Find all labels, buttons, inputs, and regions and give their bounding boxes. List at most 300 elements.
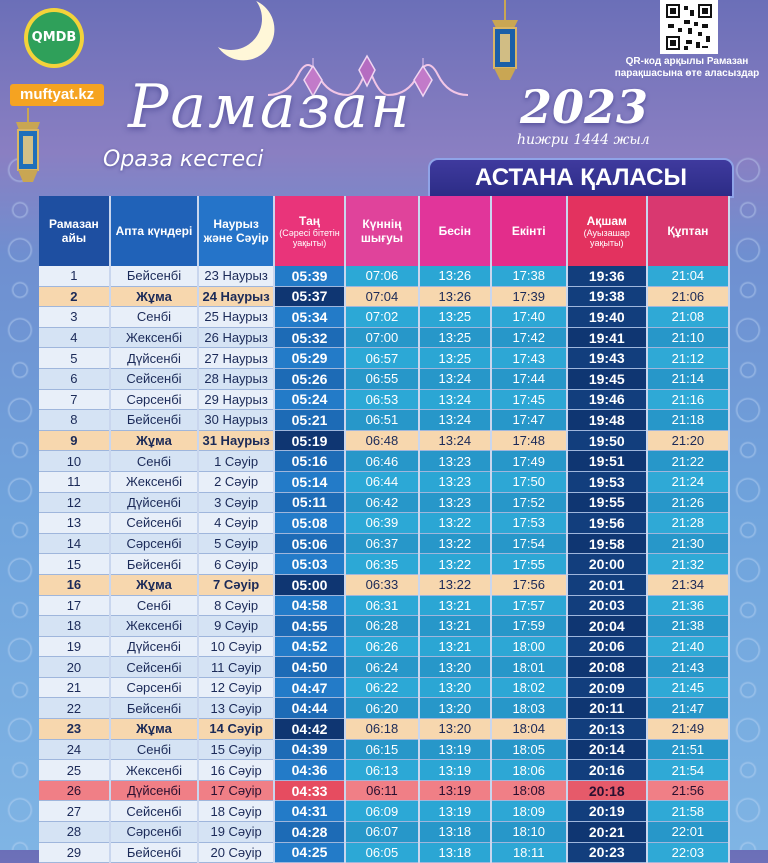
cell-asr-time: 18:10 [491, 822, 567, 843]
cell-date: 23 Наурыз [198, 266, 274, 286]
cell-isha-time: 21:26 [647, 492, 729, 513]
cell-day-number: 27 [39, 801, 110, 822]
cell-date: 28 Наурыз [198, 368, 274, 389]
cell-date: 7 Сәуір [198, 574, 274, 595]
cell-asr-time: 17:44 [491, 368, 567, 389]
cell-fajr-time: 04:50 [274, 657, 345, 678]
cell-maghrib-time: 20:04 [567, 616, 647, 637]
cell-dhuhr-time: 13:20 [419, 677, 491, 698]
cell-date: 11 Сәуір [198, 657, 274, 678]
table-row [39, 286, 729, 307]
cell-day-number: 5 [39, 348, 110, 369]
crescent-moon-icon [195, 0, 267, 55]
table-row [39, 327, 729, 348]
cell-maghrib-time: 19:55 [567, 492, 647, 513]
cell-weekday: Сенбі [110, 739, 198, 760]
cell-asr-time: 18:11 [491, 842, 567, 863]
cell-sunrise-time: 06:44 [345, 471, 419, 492]
cell-sunrise-time: 06:31 [345, 595, 419, 616]
cell-date: 4 Сәуір [198, 513, 274, 534]
cell-fajr-time: 05:34 [274, 307, 345, 328]
cell-maghrib-time: 20:19 [567, 801, 647, 822]
cell-isha-time: 21:30 [647, 533, 729, 554]
table-row [39, 760, 729, 781]
cell-sunrise-time: 06:57 [345, 348, 419, 369]
cell-isha-time: 21:47 [647, 698, 729, 719]
cell-date: 18 Сәуір [198, 801, 274, 822]
cell-dhuhr-time: 13:23 [419, 451, 491, 472]
cell-dhuhr-time: 13:24 [419, 368, 491, 389]
cell-isha-time: 21:38 [647, 616, 729, 637]
cell-isha-time: 21:56 [647, 780, 729, 801]
table-row [39, 348, 729, 369]
cell-asr-time: 17:48 [491, 430, 567, 451]
qr-caption: QR-код арқылы Рамазан парақшасына өте аласыздар [614, 56, 760, 79]
cell-maghrib-time: 20:09 [567, 677, 647, 698]
table-row [39, 513, 729, 534]
table-row [39, 451, 729, 472]
cell-fajr-time: 05:08 [274, 513, 345, 534]
cell-sunrise-time: 06:37 [345, 533, 419, 554]
cell-maghrib-time: 19:43 [567, 348, 647, 369]
cell-sunrise-time: 06:53 [345, 389, 419, 410]
cell-weekday: Дүйсенбі [110, 348, 198, 369]
cell-dhuhr-time: 13:23 [419, 471, 491, 492]
column-header-asr: Екінті [491, 196, 567, 266]
cell-asr-time: 17:57 [491, 595, 567, 616]
cell-sunrise-time: 06:39 [345, 513, 419, 534]
cell-weekday: Дүйсенбі [110, 492, 198, 513]
cell-date: 30 Наурыз [198, 410, 274, 431]
cell-isha-time: 21:24 [647, 471, 729, 492]
cell-sunrise-time: 06:22 [345, 677, 419, 698]
table-row [39, 822, 729, 843]
table-row [39, 430, 729, 451]
cell-date: 12 Сәуір [198, 677, 274, 698]
cell-date: 31 Наурыз [198, 430, 274, 451]
cell-dhuhr-time: 13:21 [419, 595, 491, 616]
cell-asr-time: 17:54 [491, 533, 567, 554]
cell-fajr-time: 05:29 [274, 348, 345, 369]
table-row [39, 719, 729, 740]
cell-dhuhr-time: 13:24 [419, 430, 491, 451]
cell-day-number: 2 [39, 286, 110, 307]
cell-day-number: 4 [39, 327, 110, 348]
cell-isha-time: 21:58 [647, 801, 729, 822]
cell-date: 9 Сәуір [198, 616, 274, 637]
cell-dhuhr-time: 13:22 [419, 513, 491, 534]
cell-dhuhr-time: 13:22 [419, 533, 491, 554]
cell-maghrib-time: 19:46 [567, 389, 647, 410]
cell-sunrise-time: 07:06 [345, 266, 419, 286]
table-row [39, 368, 729, 389]
column-header-isha: Құптан [647, 196, 729, 266]
cell-sunrise-time: 07:02 [345, 307, 419, 328]
cell-day-number: 7 [39, 389, 110, 410]
cell-sunrise-time: 06:35 [345, 554, 419, 575]
cell-date: 5 Сәуір [198, 533, 274, 554]
table-row [39, 266, 729, 286]
cell-date: 10 Сәуір [198, 636, 274, 657]
cell-asr-time: 18:08 [491, 780, 567, 801]
hanging-lantern-icon [480, 0, 530, 90]
cell-isha-time: 21:54 [647, 760, 729, 781]
cell-asr-time: 18:00 [491, 636, 567, 657]
cell-sunrise-time: 06:09 [345, 801, 419, 822]
cell-dhuhr-time: 13:21 [419, 616, 491, 637]
cell-day-number: 8 [39, 410, 110, 431]
cell-weekday: Сәрсенбі [110, 533, 198, 554]
table-row [39, 533, 729, 554]
cell-date: 29 Наурыз [198, 389, 274, 410]
cell-isha-time: 21:10 [647, 327, 729, 348]
cell-isha-time: 21:06 [647, 286, 729, 307]
cell-day-number: 16 [39, 574, 110, 595]
site-link[interactable]: muftyat.kz [10, 84, 104, 106]
cell-date: 17 Сәуір [198, 780, 274, 801]
cell-date: 15 Сәуір [198, 739, 274, 760]
cell-isha-time: 21:51 [647, 739, 729, 760]
cell-fajr-time: 04:42 [274, 719, 345, 740]
cell-fajr-time: 05:06 [274, 533, 345, 554]
cell-day-number: 28 [39, 822, 110, 843]
cell-maghrib-time: 19:41 [567, 327, 647, 348]
cell-isha-time: 21:36 [647, 595, 729, 616]
cell-date: 20 Сәуір [198, 842, 274, 863]
cell-dhuhr-time: 13:20 [419, 657, 491, 678]
cell-isha-time: 21:04 [647, 266, 729, 286]
cell-isha-time: 21:12 [647, 348, 729, 369]
cell-sunrise-time: 06:46 [345, 451, 419, 472]
cell-isha-time: 21:16 [647, 389, 729, 410]
table-row [39, 410, 729, 431]
cell-maghrib-time: 20:11 [567, 698, 647, 719]
cell-asr-time: 18:01 [491, 657, 567, 678]
cell-weekday: Сенбі [110, 595, 198, 616]
cell-fajr-time: 05:32 [274, 327, 345, 348]
cell-fajr-time: 04:25 [274, 842, 345, 863]
cell-fajr-time: 05:16 [274, 451, 345, 472]
cell-dhuhr-time: 13:18 [419, 822, 491, 843]
cell-weekday: Бейсенбі [110, 410, 198, 431]
cell-maghrib-time: 19:56 [567, 513, 647, 534]
cell-asr-time: 17:52 [491, 492, 567, 513]
cell-weekday: Бейсенбі [110, 266, 198, 286]
cell-weekday: Жұма [110, 574, 198, 595]
cell-weekday: Жексенбі [110, 471, 198, 492]
cell-dhuhr-time: 13:20 [419, 698, 491, 719]
cell-asr-time: 17:38 [491, 266, 567, 286]
cell-dhuhr-time: 13:19 [419, 760, 491, 781]
cell-day-number: 17 [39, 595, 110, 616]
cell-date: 3 Сәуір [198, 492, 274, 513]
cell-maghrib-time: 20:06 [567, 636, 647, 657]
cell-asr-time: 17:45 [491, 389, 567, 410]
table-row [39, 801, 729, 822]
cell-asr-time: 17:43 [491, 348, 567, 369]
table-row [39, 389, 729, 410]
cell-maghrib-time: 20:00 [567, 554, 647, 575]
cell-asr-time: 17:40 [491, 307, 567, 328]
page-subtitle: Ораза кестесі [103, 147, 264, 172]
table-row [39, 595, 729, 616]
cell-asr-time: 17:39 [491, 286, 567, 307]
cell-date: 27 Наурыз [198, 348, 274, 369]
cell-fajr-time: 04:47 [274, 677, 345, 698]
cell-asr-time: 17:53 [491, 513, 567, 534]
cell-fajr-time: 04:44 [274, 698, 345, 719]
table-row [39, 636, 729, 657]
hijri-year-label: һижри 1444 жыл [517, 132, 650, 148]
table-row [39, 554, 729, 575]
cell-sunrise-time: 06:15 [345, 739, 419, 760]
cell-weekday: Сәрсенбі [110, 677, 198, 698]
cell-date: 19 Сәуір [198, 822, 274, 843]
cell-date: 26 Наурыз [198, 327, 274, 348]
cell-date: 1 Сәуір [198, 451, 274, 472]
cell-dhuhr-time: 13:19 [419, 801, 491, 822]
cell-asr-time: 17:55 [491, 554, 567, 575]
cell-isha-time: 21:40 [647, 636, 729, 657]
cell-day-number: 3 [39, 307, 110, 328]
cell-isha-time: 21:18 [647, 410, 729, 431]
cell-isha-time: 21:45 [647, 677, 729, 698]
cell-dhuhr-time: 13:23 [419, 492, 491, 513]
column-header-dhuhr: Бесін [419, 196, 491, 266]
cell-weekday: Жексенбі [110, 327, 198, 348]
cell-fajr-time: 04:36 [274, 760, 345, 781]
cell-weekday: Сенбі [110, 307, 198, 328]
cell-sunrise-time: 07:04 [345, 286, 419, 307]
cell-maghrib-time: 19:51 [567, 451, 647, 472]
table-header-row [39, 196, 729, 266]
cell-dhuhr-time: 13:24 [419, 389, 491, 410]
cell-dhuhr-time: 13:25 [419, 348, 491, 369]
cell-dhuhr-time: 13:25 [419, 327, 491, 348]
cell-weekday: Сенбі [110, 451, 198, 472]
cell-dhuhr-time: 13:25 [419, 307, 491, 328]
cell-asr-time: 17:42 [491, 327, 567, 348]
cell-fajr-time: 04:58 [274, 595, 345, 616]
cell-dhuhr-time: 13:21 [419, 636, 491, 657]
table-row [39, 616, 729, 637]
table-row [39, 657, 729, 678]
cell-fajr-time: 05:00 [274, 574, 345, 595]
cell-fajr-time: 05:26 [274, 368, 345, 389]
year-label: 2023 [520, 80, 649, 134]
right-ornament [728, 150, 768, 850]
cell-isha-time: 21:08 [647, 307, 729, 328]
cell-date: 25 Наурыз [198, 307, 274, 328]
cell-day-number: 23 [39, 719, 110, 740]
cell-maghrib-time: 19:38 [567, 286, 647, 307]
cell-asr-time: 18:06 [491, 760, 567, 781]
cell-weekday: Дүйсенбі [110, 780, 198, 801]
cell-day-number: 9 [39, 430, 110, 451]
cell-day-number: 11 [39, 471, 110, 492]
cell-weekday: Бейсенбі [110, 698, 198, 719]
city-title: АСТАНА ҚАЛАСЫ [428, 158, 734, 198]
column-header-date: Наурыз және Сәуір [198, 196, 274, 266]
left-ornament [0, 150, 40, 850]
cell-maghrib-time: 19:50 [567, 430, 647, 451]
cell-weekday: Сәрсенбі [110, 389, 198, 410]
cell-maghrib-time: 20:16 [567, 760, 647, 781]
cell-weekday: Сейсенбі [110, 368, 198, 389]
cell-fajr-time: 04:52 [274, 636, 345, 657]
cell-day-number: 18 [39, 616, 110, 637]
logo-text: QMDB [28, 12, 80, 64]
cell-sunrise-time: 07:00 [345, 327, 419, 348]
cell-weekday: Жексенбі [110, 616, 198, 637]
cell-sunrise-time: 06:11 [345, 780, 419, 801]
cell-sunrise-time: 06:13 [345, 760, 419, 781]
cell-asr-time: 18:03 [491, 698, 567, 719]
cell-sunrise-time: 06:18 [345, 719, 419, 740]
cell-weekday: Сейсенбі [110, 801, 198, 822]
column-header-weekday: Апта күндері [110, 196, 198, 266]
cell-asr-time: 18:09 [491, 801, 567, 822]
cell-weekday: Сейсенбі [110, 513, 198, 534]
cell-isha-time: 22:01 [647, 822, 729, 843]
table-row [39, 698, 729, 719]
cell-maghrib-time: 20:03 [567, 595, 647, 616]
cell-maghrib-time: 20:14 [567, 739, 647, 760]
cell-isha-time: 21:22 [647, 451, 729, 472]
cell-maghrib-time: 19:40 [567, 307, 647, 328]
cell-dhuhr-time: 13:18 [419, 842, 491, 863]
table-row [39, 739, 729, 760]
cell-fajr-time: 05:11 [274, 492, 345, 513]
cell-maghrib-time: 20:01 [567, 574, 647, 595]
table-row [39, 307, 729, 328]
cell-maghrib-time: 19:53 [567, 471, 647, 492]
cell-maghrib-time: 20:21 [567, 822, 647, 843]
table-body [39, 266, 729, 863]
cell-date: 16 Сәуір [198, 760, 274, 781]
cell-date: 13 Сәуір [198, 698, 274, 719]
cell-sunrise-time: 06:55 [345, 368, 419, 389]
cell-sunrise-time: 06:42 [345, 492, 419, 513]
cell-dhuhr-time: 13:24 [419, 410, 491, 431]
cell-sunrise-time: 06:51 [345, 410, 419, 431]
cell-asr-time: 17:59 [491, 616, 567, 637]
cell-weekday: Дүйсенбі [110, 636, 198, 657]
table-row [39, 842, 729, 863]
cell-isha-time: 21:20 [647, 430, 729, 451]
ramadan-schedule-table [39, 196, 730, 863]
lantern-icon [410, 58, 436, 98]
cell-sunrise-time: 06:26 [345, 636, 419, 657]
column-header-maghrib: Ақшам (Ауызашар уақыты) [567, 196, 647, 266]
cell-weekday: Жексенбі [110, 760, 198, 781]
cell-sunrise-time: 06:48 [345, 430, 419, 451]
cell-fajr-time: 05:21 [274, 410, 345, 431]
cell-maghrib-time: 20:23 [567, 842, 647, 863]
cell-weekday: Сейсенбі [110, 657, 198, 678]
cell-fajr-time: 05:39 [274, 266, 345, 286]
cell-day-number: 20 [39, 657, 110, 678]
cell-fajr-time: 05:19 [274, 430, 345, 451]
table-row [39, 677, 729, 698]
cell-asr-time: 17:49 [491, 451, 567, 472]
lantern-icon [8, 108, 48, 192]
cell-asr-time: 17:47 [491, 410, 567, 431]
cell-fajr-time: 04:28 [274, 822, 345, 843]
cell-fajr-time: 05:37 [274, 286, 345, 307]
cell-maghrib-time: 19:48 [567, 410, 647, 431]
cell-weekday: Жұма [110, 719, 198, 740]
cell-maghrib-time: 19:45 [567, 368, 647, 389]
cell-weekday: Жұма [110, 286, 198, 307]
cell-dhuhr-time: 13:20 [419, 719, 491, 740]
muftyat-logo [24, 8, 84, 68]
column-header-fajr: Таң (Сәресі бітетін уақыты) [274, 196, 345, 266]
cell-day-number: 1 [39, 266, 110, 286]
cell-day-number: 12 [39, 492, 110, 513]
cell-day-number: 10 [39, 451, 110, 472]
cell-asr-time: 18:04 [491, 719, 567, 740]
cell-sunrise-time: 06:28 [345, 616, 419, 637]
cell-asr-time: 18:02 [491, 677, 567, 698]
cell-dhuhr-time: 13:22 [419, 574, 491, 595]
cell-weekday: Бейсенбі [110, 842, 198, 863]
cell-day-number: 26 [39, 780, 110, 801]
cell-maghrib-time: 19:36 [567, 266, 647, 286]
table-row [39, 574, 729, 595]
cell-day-number: 19 [39, 636, 110, 657]
cell-maghrib-time: 20:13 [567, 719, 647, 740]
cell-sunrise-time: 06:24 [345, 657, 419, 678]
cell-sunrise-time: 06:33 [345, 574, 419, 595]
cell-date: 24 Наурыз [198, 286, 274, 307]
cell-day-number: 15 [39, 554, 110, 575]
cell-sunrise-time: 06:07 [345, 822, 419, 843]
cell-date: 8 Сәуір [198, 595, 274, 616]
cell-day-number: 14 [39, 533, 110, 554]
cell-dhuhr-time: 13:22 [419, 554, 491, 575]
qr-code-icon[interactable] [660, 0, 718, 54]
cell-maghrib-time: 19:58 [567, 533, 647, 554]
cell-dhuhr-time: 13:26 [419, 266, 491, 286]
cell-fajr-time: 05:03 [274, 554, 345, 575]
cell-weekday: Сәрсенбі [110, 822, 198, 843]
cell-fajr-time: 04:55 [274, 616, 345, 637]
cell-maghrib-time: 20:08 [567, 657, 647, 678]
column-header-day-number: Рамазан айы [39, 196, 110, 266]
cell-fajr-time: 04:39 [274, 739, 345, 760]
cell-weekday: Бейсенбі [110, 554, 198, 575]
cell-weekday: Жұма [110, 430, 198, 451]
cell-sunrise-time: 06:05 [345, 842, 419, 863]
cell-day-number: 21 [39, 677, 110, 698]
cell-asr-time: 17:56 [491, 574, 567, 595]
cell-day-number: 22 [39, 698, 110, 719]
page-title: Рамазан [128, 72, 412, 142]
cell-fajr-time: 04:31 [274, 801, 345, 822]
cell-isha-time: 21:34 [647, 574, 729, 595]
table-row [39, 492, 729, 513]
cell-isha-time: 21:14 [647, 368, 729, 389]
cell-sunrise-time: 06:20 [345, 698, 419, 719]
cell-day-number: 6 [39, 368, 110, 389]
cell-isha-time: 21:49 [647, 719, 729, 740]
cell-date: 14 Сәуір [198, 719, 274, 740]
cell-date: 6 Сәуір [198, 554, 274, 575]
cell-fajr-time: 04:33 [274, 780, 345, 801]
cell-dhuhr-time: 13:19 [419, 780, 491, 801]
cell-isha-time: 21:32 [647, 554, 729, 575]
